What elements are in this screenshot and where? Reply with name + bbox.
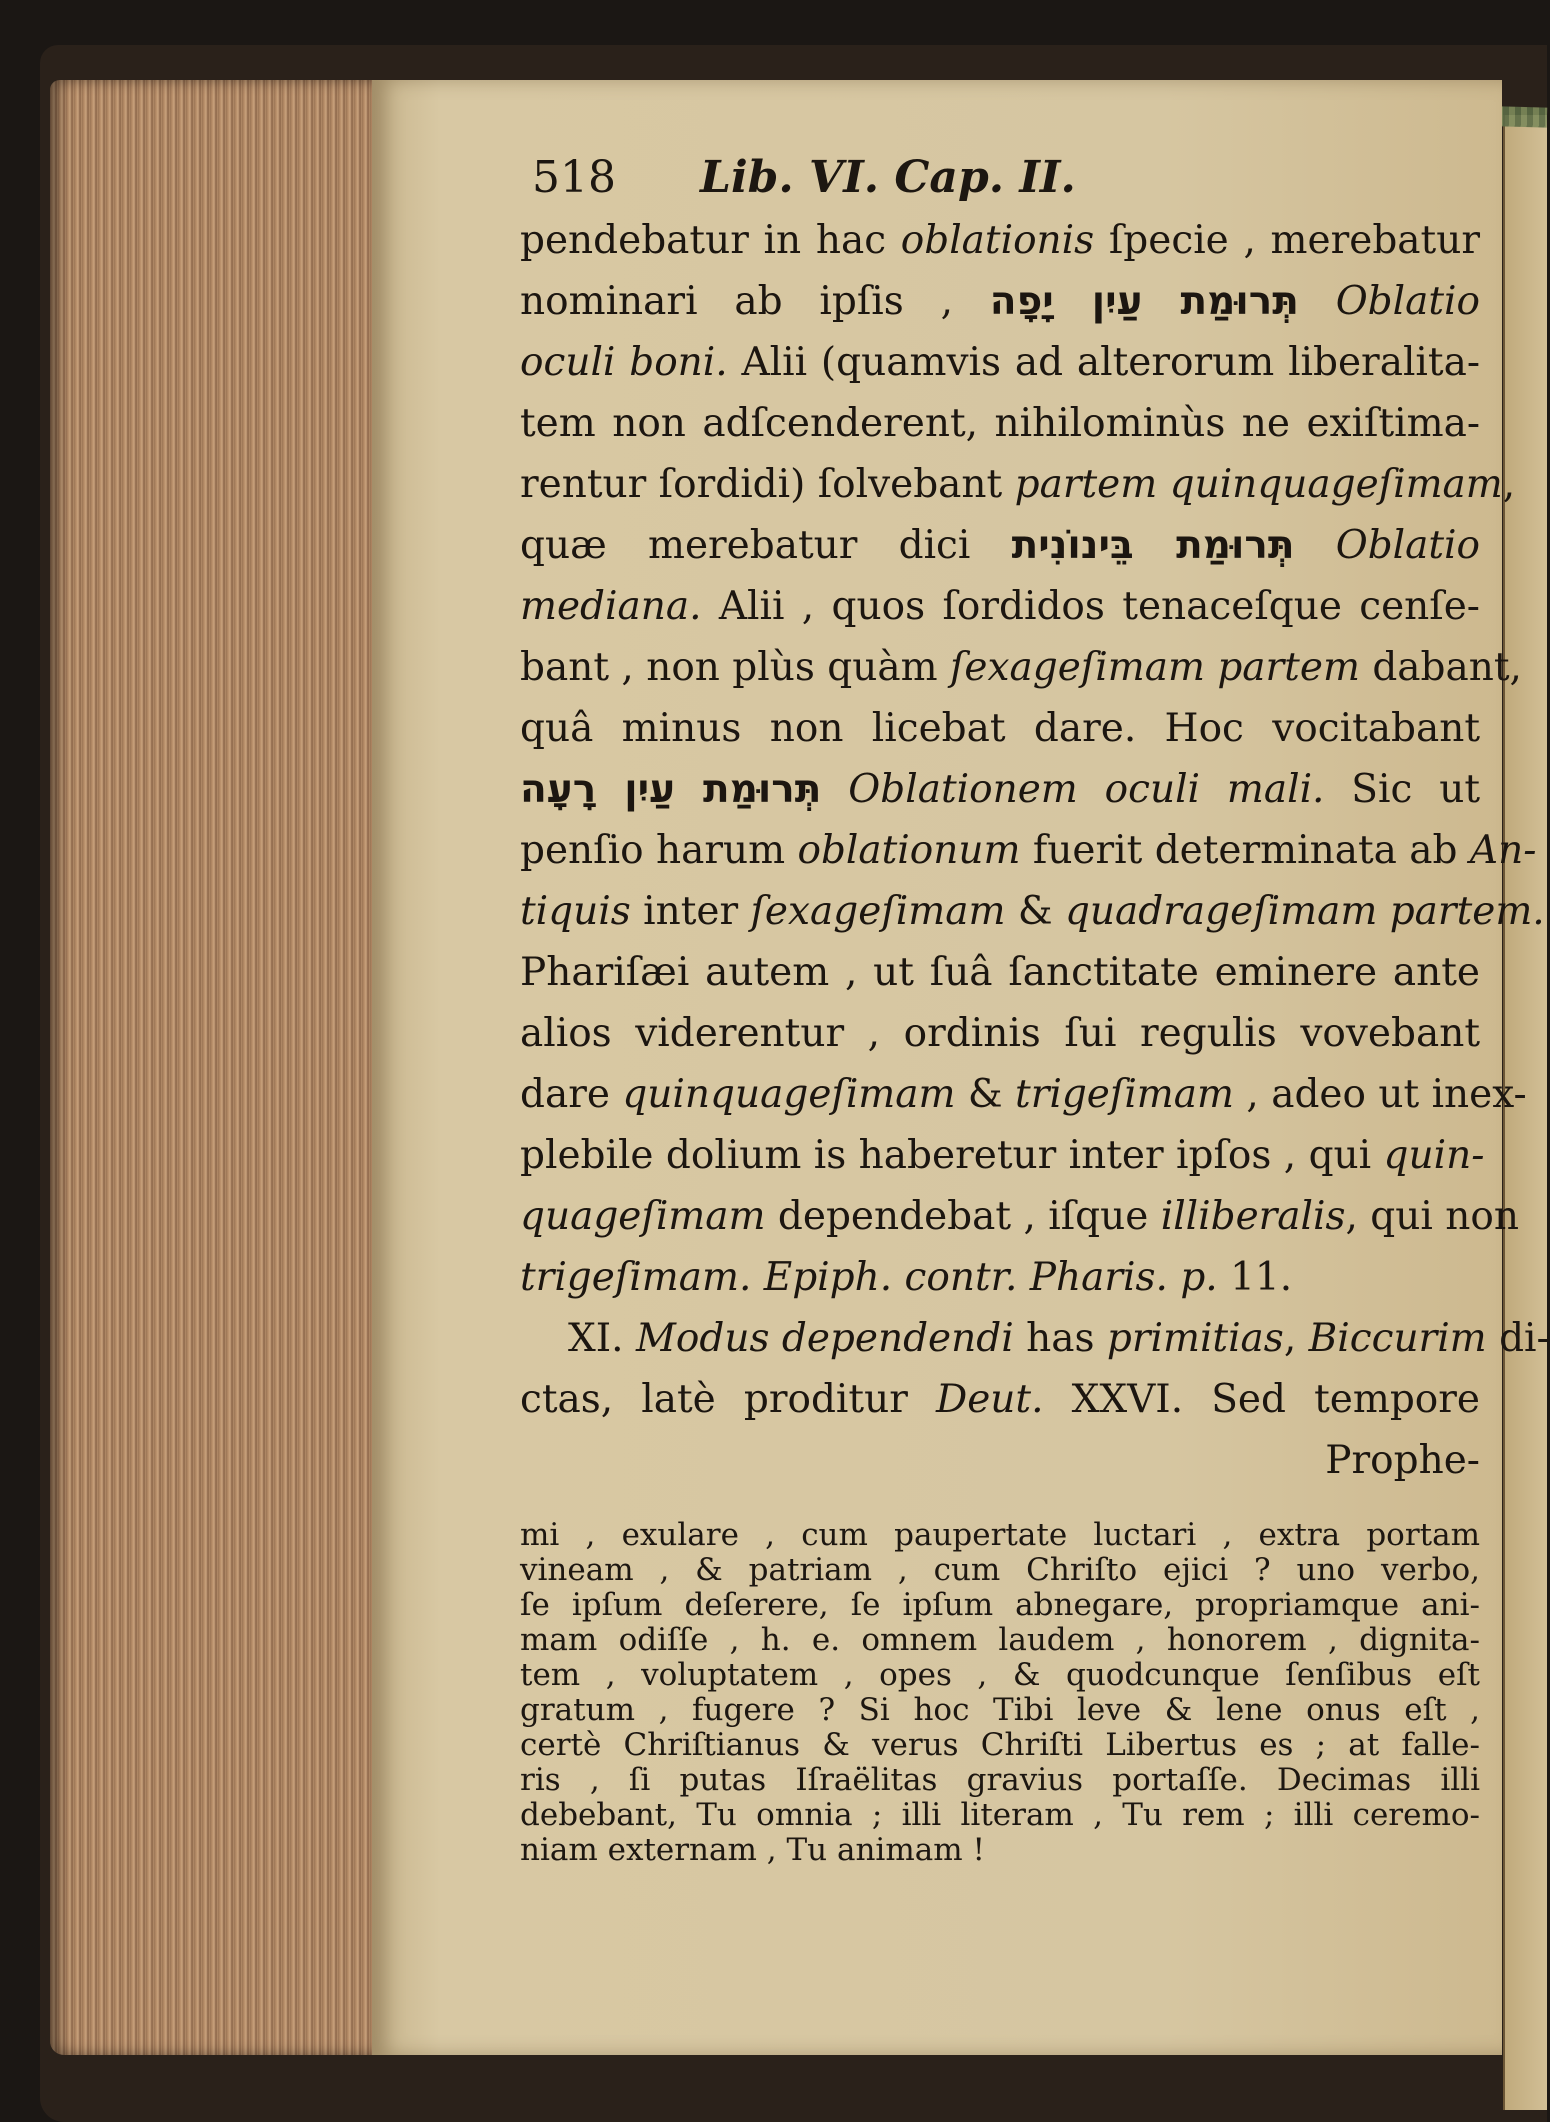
footnote-line: mam odiſſe , h. e. omnem laudem , honorem , dignita- bbox=[520, 1622, 1480, 1658]
footnote-line: niam externam , Tu animam ! bbox=[520, 1832, 985, 1868]
text-line: tem non adſcenderent, nihilominùs ne exiſtima- bbox=[520, 401, 1480, 446]
text-line: alios viderentur , ordinis ſui regulis vovebant bbox=[520, 1011, 1480, 1056]
footnote-line: ſe ipſum deſerere, ſe ipſum abnegare, propriamque ani- bbox=[520, 1587, 1480, 1623]
text-line: pendebatur in hac oblationis ſpecie , merebatur bbox=[520, 218, 1480, 263]
footnote-line: vineam , & patriam , cum Chriſto ejici ? uno verbo, bbox=[520, 1552, 1480, 1588]
text-line: Phariſæi autem , ut ſuâ ſanctitate eminere ante bbox=[520, 950, 1480, 995]
page-block-edges bbox=[50, 80, 376, 2055]
footnote-line: tem , voluptatem , opes , & quodcunque ſenſibus eſt bbox=[520, 1657, 1480, 1693]
page-number: 518 bbox=[532, 152, 616, 203]
catchword: Prophe- bbox=[1325, 1438, 1480, 1483]
text-line: penſio harum oblationum fuerit determinata ab An- bbox=[520, 828, 1537, 873]
text-line: mediana. Alii , quos ſordidos tenaceſque cenſe- bbox=[520, 584, 1480, 629]
text-line: תְּרוּמַת עַיִן רָעָה Oblationem oculi mali. Sic ut bbox=[520, 767, 1480, 812]
text-line: quageſimam dependebat , iſque illiberalis, qui non bbox=[520, 1194, 1519, 1239]
main-text bbox=[520, 210, 1550, 1491]
text-line: tiquis inter ſexageſimam & quadrageſimam partem. bbox=[520, 889, 1545, 934]
footnote-line: ris , ſi putas Iſraëlitas gravius portaſſe. Decimas illi bbox=[520, 1762, 1480, 1798]
hebrew-phrase: תְּרוּמַת עַיִן רָעָה bbox=[520, 767, 822, 812]
hebrew-phrase: תְּרוּמַת בֵּינוֹנִית bbox=[1011, 523, 1295, 568]
text-line: quâ minus non licebat dare. Hoc vocitabant bbox=[520, 706, 1480, 751]
footnote-line: debebant, Tu omnia ; illi literam , Tu rem ; illi ceremo- bbox=[520, 1797, 1480, 1833]
page-header bbox=[532, 152, 1452, 212]
footnote-line: mi , exulare , cum paupertate luctari , extra portam bbox=[520, 1517, 1480, 1553]
text-line: ctas, latè proditur Deut. XXVI. Sed tempore bbox=[520, 1377, 1480, 1422]
footnote-block bbox=[520, 1518, 1480, 1868]
text-line: nominari ab ipſis , תְּרוּמַת עַיִן יָפָה Oblatio bbox=[520, 279, 1480, 324]
text-line: rentur ſordidi) ſolvebant partem quinquageſimam, bbox=[520, 462, 1516, 507]
book-page bbox=[372, 80, 1550, 2055]
text-line: plebile dolium is haberetur inter ipſos , qui quin- bbox=[520, 1133, 1485, 1178]
running-head: Lib. VI. Cap. II. bbox=[700, 152, 1076, 203]
section-heading-line: XI. Modus dependendi has primitias, Biccurim di- bbox=[568, 1316, 1550, 1361]
text-line: quæ merebatur dici תְּרוּמַת בֵּינוֹנִית Oblatio bbox=[520, 523, 1481, 568]
footnote-line: gratum , fugere ? Si hoc Tibi leve & lene onus eſt , bbox=[520, 1692, 1480, 1728]
text-line: bant , non plùs quàm ſexageſimam partem dabant, bbox=[520, 645, 1522, 690]
text-line: oculi boni. Alii (quamvis ad alterorum liberalita- bbox=[520, 340, 1480, 385]
hebrew-phrase: תְּרוּמַת עַיִן יָפָה bbox=[989, 279, 1299, 324]
text-line: trigeſimam. Epiph. contr. Pharis. p. 11. bbox=[520, 1255, 1293, 1300]
footnote-line: certè Chriſtianus & verus Chriſti Libertus es ; at falle- bbox=[520, 1727, 1480, 1763]
text-line: dare quinquageſimam & trigeſimam , adeo ut inex- bbox=[520, 1072, 1527, 1117]
